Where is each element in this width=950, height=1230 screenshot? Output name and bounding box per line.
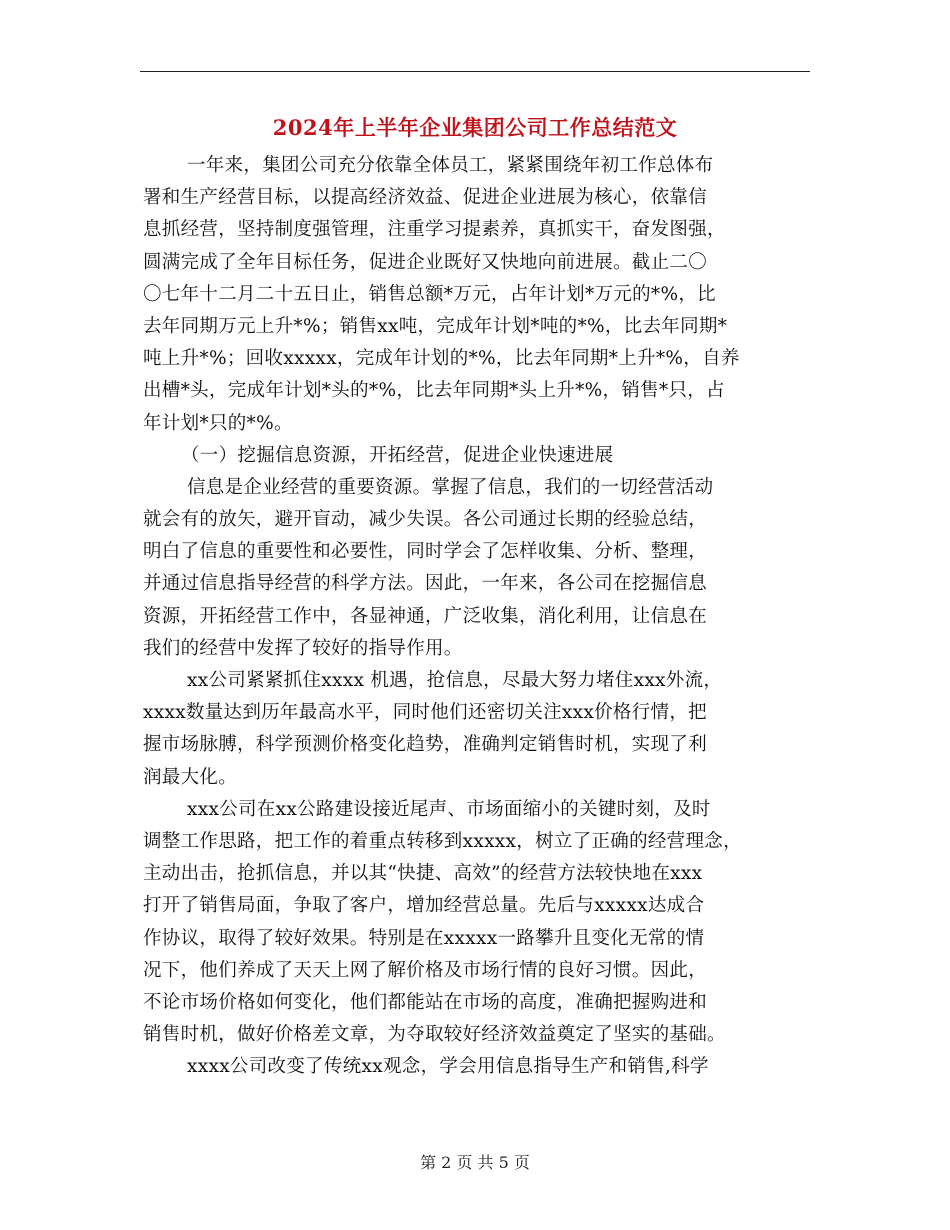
text-line: 握市场脉膊，科学预测价格变化趋势，准确判定销售时机，实现了利 <box>143 734 708 756</box>
text-line: 调整工作思路，把工作的着重点转移到xxxxx，树立了正确的经营理念， <box>143 830 742 852</box>
text-line: 资源，开拓经营工作中，各显神通，广泛收集，消化利用，让信息在 <box>143 605 708 627</box>
text-line: 去年同期万元上升*%；销售xx吨，完成年计划*吨的*%，比去年同期* <box>143 315 728 337</box>
text-line: 况下，他们养成了天天上网了解价格及市场行情的良好习惯。因此， <box>143 959 708 981</box>
text-line: 出槽*头，完成年计划*头的*%，比去年同期*头上升*%，销售*只，占 <box>143 380 725 402</box>
text-line: 主动出击，抢抓信息，并以其“快捷、高效”的经营方法较快地在xxx <box>143 863 703 885</box>
text-line: 一年来，集团公司充分依靠全体员工，紧紧围绕年初工作总体布 <box>187 155 714 176</box>
header-rule <box>140 71 810 72</box>
text-line: xxxx公司改变了传统xx观念，学会用信息指导生产和销售,科学 <box>187 1056 709 1078</box>
text-line: 明白了信息的重要性和必要性，同时学会了怎样收集、分析、整理， <box>143 541 708 563</box>
text-line: 并通过信息指导经营的科学方法。因此，一年来，各公司在挖掘信息 <box>143 573 708 595</box>
text-line: 署和生产经营目标，以提高经济效益、促进企业进展为核心，依靠信 <box>143 187 708 209</box>
text-line: 年计划*只的*%。 <box>143 412 293 434</box>
section-heading: （一）挖掘信息资源，开拓经营，促进企业快速进展 <box>181 444 614 466</box>
text-line: xxx公司在xx公路建设接近尾声、市场面缩小的关键时刻，及时 <box>187 798 711 820</box>
text-line: xxxx数量达到历年最高水平，同时他们还密切关注xxx价格行情，把 <box>143 702 707 724</box>
text-line: 信息是企业经营的重要资源。掌握了信息，我们的一切经营活动 <box>187 476 714 498</box>
text-line: 润最大化。 <box>143 766 238 788</box>
document-body <box>143 150 811 1083</box>
text-line: 吨上升*%；回收xxxxx，完成年计划的*%，比去年同期*上升*%，自养 <box>143 348 740 370</box>
text-line: 我们的经营中发挥了较好的指导作用。 <box>143 637 463 659</box>
document-title: 2024年上半年企业集团公司工作总结范文 <box>272 115 678 140</box>
text-line: 作协议，取得了较好效果。特别是在xxxxx一路攀升且变化无常的情 <box>143 927 705 949</box>
text-line: xx公司紧紧抓住xxxx 机遇，抢信息，尽最大努力堵住xxx外流， <box>187 670 723 691</box>
page-footer: 第 2 页 共 5 页 <box>420 1153 530 1172</box>
text-line: 不论市场价格如何变化，他们都能站在市场的高度，准确把握购进和 <box>143 991 708 1013</box>
text-line: 打开了销售局面，争取了客户，增加经营总量。先后与xxxxx达成合 <box>143 895 705 917</box>
text-line: 息抓经营，坚持制度强管理，注重学习提素养，真抓实干，奋发图强， <box>143 219 726 241</box>
text-line: 〇七年十二月二十五日止，销售总额*万元，占年计划*万元的*%，比 <box>143 283 716 305</box>
text-line: 就会有的放矢，避开盲动，减少失误。各公司通过长期的经验总结， <box>143 509 708 531</box>
text-line: 销售时机，做好价格差文章，为夺取较好经济效益奠定了坚实的基础。 <box>143 1024 726 1046</box>
text-line: 圆满完成了全年目标任务，促进企业既好又快地向前进展。截止二〇 <box>143 251 708 273</box>
